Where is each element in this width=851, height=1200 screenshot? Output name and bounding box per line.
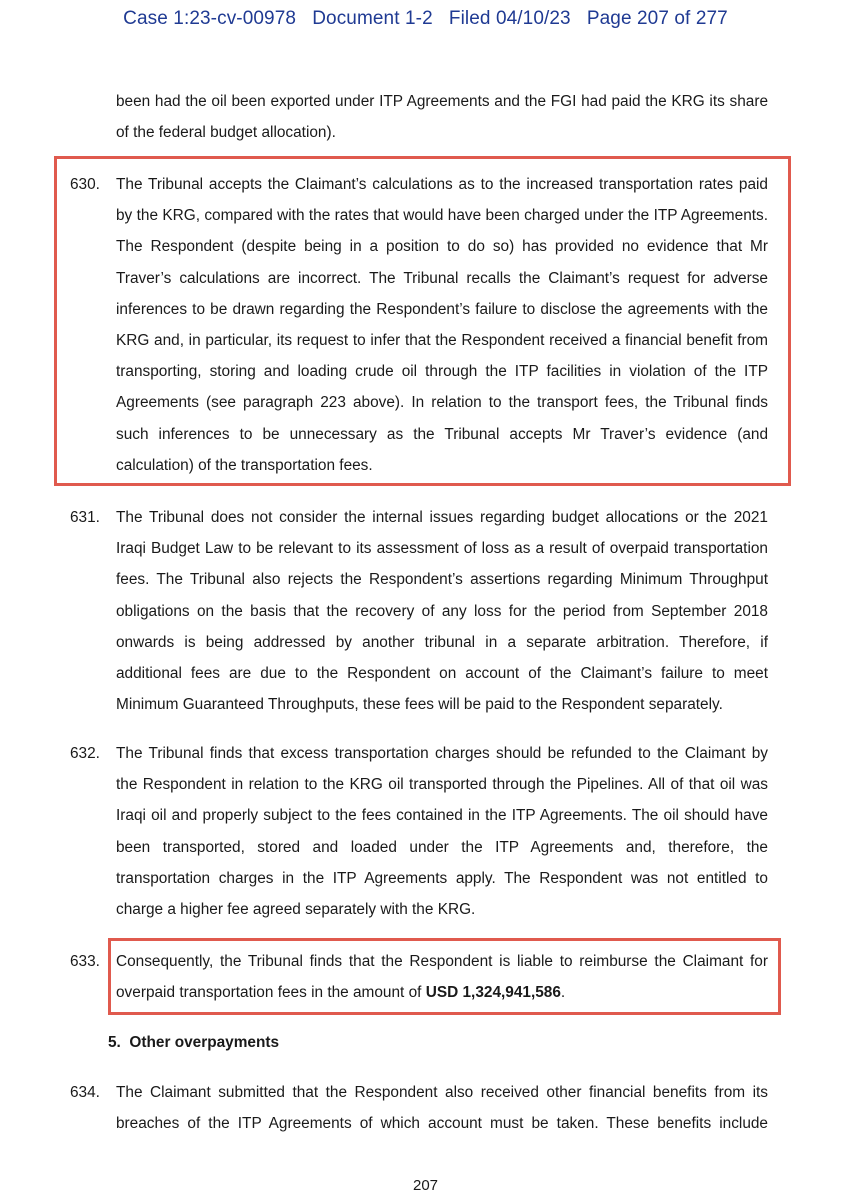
text-line [116,977,768,1008]
paragraph-number: 631. [70,509,100,526]
filed-date: Filed 04/10/23 [448,8,571,29]
text-line: calculation) of the transportation fees. [116,456,373,474]
page-indicator: Page 207 of 277 [586,8,728,29]
text-line: onwards is being addressed by another tribunal in a separate arbitration. Therefore, if [116,633,768,651]
text-line: KRG and, in particular, its request to infer that the Respondent received a financial benefit from [116,332,768,350]
paragraph-634 [116,1077,768,1139]
paragraph-632 [116,738,768,925]
text-line: The Claimant submitted that the Respondent also received other financial benefits from its [116,1084,768,1101]
continuation-text [116,86,768,148]
text-line: obligations on the basis that the recovery of any loss for the period from September 2018 [116,602,768,620]
text-line: Iraqi Budget Law to be relevant to its assessment of loss as a result of overpaid transportation [116,540,768,558]
text-line: transportation charges in the ITP Agreements apply. The Respondent was not entitled to [116,869,768,887]
paragraph-633 [116,946,768,1008]
text-line: The Tribunal accepts the Claimant’s calculations as to the increased transportation rates paid [116,176,768,193]
text-line: been transported, stored and loaded under the ITP Agreements and, therefore, the [116,838,768,856]
paragraph-number: 633. [70,953,100,970]
text-fragment: . [560,984,566,1002]
text-line: Iraqi oil and properly subject to the fees contained in the ITP Agreements. The oil should have [116,807,768,825]
text-line: transporting, storing and loading crude oil through the ITP facilities in violation of the ITP [116,363,768,381]
text-line: inferences to be drawn regarding the Respondent’s failure to disclose the agreements with the [116,300,768,318]
paragraph-number: 634. [70,1084,100,1101]
paragraph-number: 632. [70,745,100,762]
paragraph-630 [116,169,768,481]
text-line: Minimum Guaranteed Throughputs, these fees will be paid to the Respondent separately. [116,696,723,714]
text-line: The Respondent (despite being in a position to do so) has provided no evidence that Mr [116,238,768,256]
section-heading: 5. Other overpayments [108,1034,280,1051]
text-fragment: overpaid transportation fees in the amount of [116,984,426,1002]
court-filing-header [0,8,851,30]
page-number-footer: 207 [412,1177,439,1194]
text-line: Traver’s calculations are incorrect. The Tribunal recalls the Claimant’s request for adverse [116,269,768,287]
text-line: been had the oil been exported under ITP Agreements and the FGI had paid the KRG its share [116,93,768,110]
text-line: fees. The Tribunal also rejects the Respondent’s assertions regarding Minimum Throughput [116,571,768,589]
award-amount: USD 1,324,941,586 [425,984,561,1002]
text-line: such inferences to be unnecessary as the Tribunal accepts Mr Traver’s evidence (and [116,425,768,443]
text-line: the Respondent in relation to the KRG oil transported through the Pipelines. All of that oil was [116,776,768,794]
text-line: The Tribunal does not consider the internal issues regarding budget allocations or the 2021 [116,509,768,526]
text-line: Consequently, the Tribunal finds that the Respondent is liable to reimburse the Claimant for [116,953,768,970]
paragraph-631 [116,502,768,720]
text-line: of the federal budget allocation). [116,124,336,142]
case-number: Case 1:23-cv-00978 [123,8,297,29]
text-line: additional fees are due to the Respondent on account of the Claimant’s failure to meet [116,665,768,683]
text-line: The Tribunal finds that excess transportation charges should be refunded to the Claimant by [116,745,768,762]
document-number: Document 1-2 [312,8,433,29]
text-line: by the KRG, compared with the rates that would have been charged under the ITP Agreements. [116,207,768,225]
text-line: charge a higher fee agreed separately with the KRG. [116,901,476,919]
text-line: Agreements (see paragraph 223 above). In relation to the transport fees, the Tribunal finds [116,394,768,412]
text-line: breaches of the ITP Agreements of which account must be taken. These benefits include [116,1115,768,1133]
paragraph-number: 630. [70,176,100,193]
